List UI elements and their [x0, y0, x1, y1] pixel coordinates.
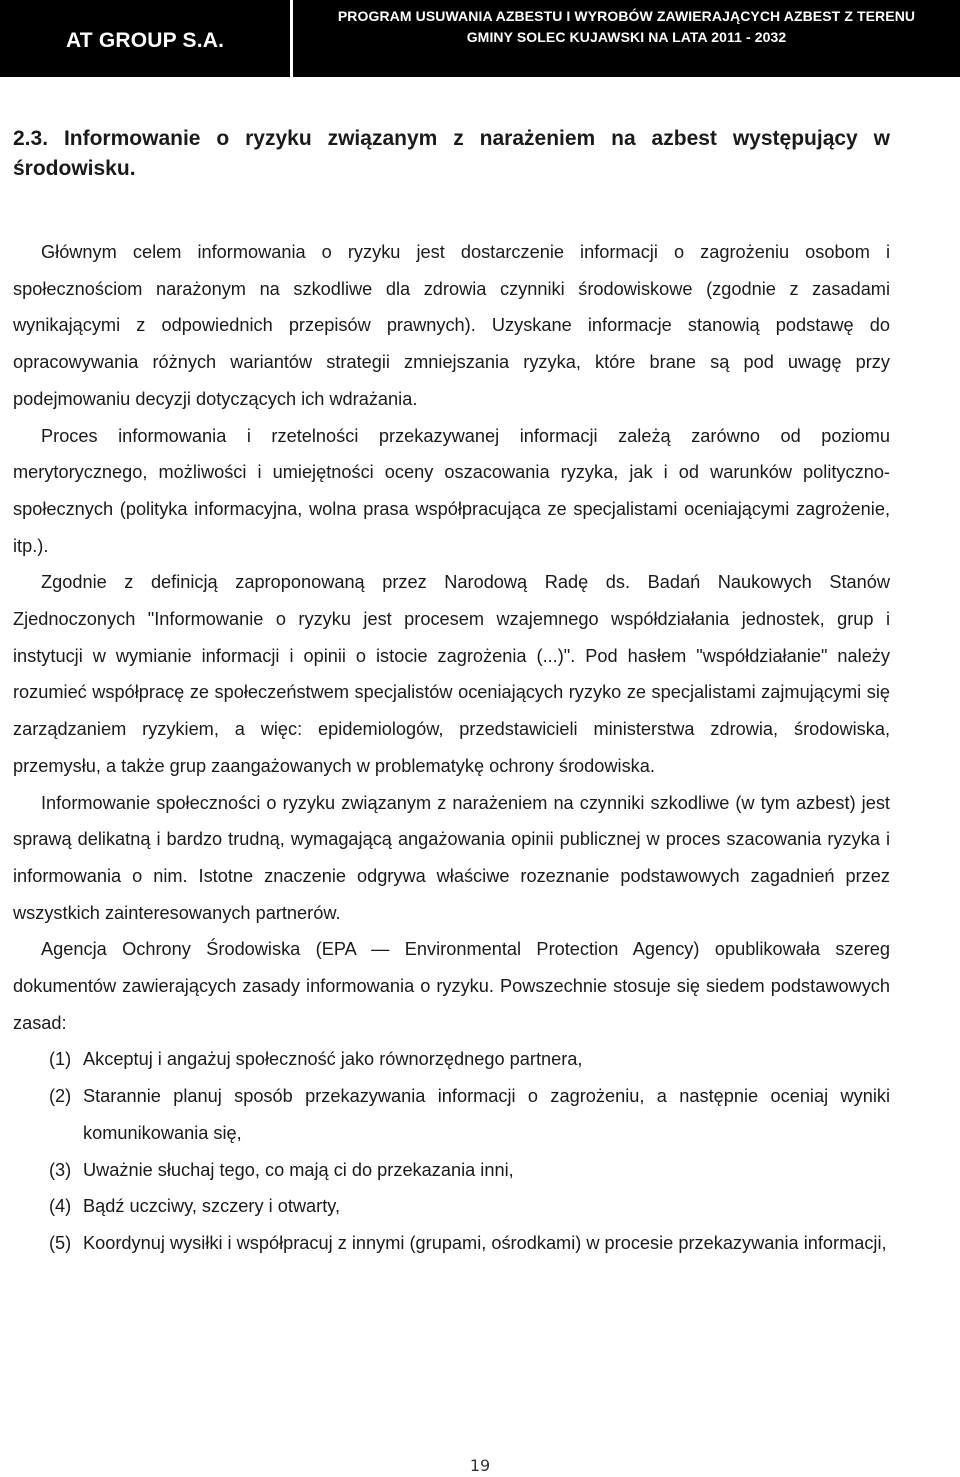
list-item-text: Starannie planuj sposób przekazywania informacji o zagrożeniu, a następnie oceniaj wyniki komunikowania się,	[83, 1086, 890, 1143]
list-item	[13, 1152, 890, 1189]
paragraphs	[13, 234, 890, 1262]
list-item-number: (3)	[49, 1159, 72, 1180]
list-item	[13, 1078, 890, 1151]
principles-list	[13, 1041, 890, 1261]
list-item-number: (4)	[49, 1196, 72, 1217]
page-number: 19	[469, 1456, 491, 1475]
page-header	[0, 0, 960, 77]
program-title-line-2: GMINY SOLEC KUJAWSKI NA LATA 2011 - 2032	[466, 29, 787, 45]
company-name-box	[0, 0, 290, 77]
list-item	[13, 1041, 890, 1078]
list-item-text: Akceptuj i angażuj społeczność jako równorzędnego partnera,	[83, 1049, 583, 1070]
paragraph-5: Agencja Ochrony Środowiska (EPA — Environmental Protection Agency) opublikowała szereg dokumentów zawierających zasady informowania o ryzyku. Powszechnie stosuje się siedem podstawowych zasad:	[13, 939, 890, 1033]
company-name: AT GROUP S.A.	[66, 29, 225, 52]
list-item-text: Bądź uczciwy, szczery i otwarty,	[83, 1196, 341, 1217]
list-item	[13, 1225, 890, 1262]
list-item-text: Koordynuj wysiłki i współpracuj z innymi (grupami, ośrodkami) w procesie przekazywania informacji,	[83, 1232, 887, 1253]
list-item	[13, 1188, 890, 1225]
paragraph-3: Zgodnie z definicją zaproponowaną przez Narodową Radę ds. Badań Naukowych Stanów Zjednoczonych "Informowanie o ryzyku jest procesem wzajemnego współdziałania jednostek, grup i instytucji w wymianie informacji i opinii o istocie zagrożenia (...)". Pod hasłem "współdziałanie" należy rozumieć współpracę ze społeczeństwem specjalistów oceniających ryzyko ze specjalistami zajmującymi się zarządzaniem ryzykiem, a więc: epidemiologów, przedstawicieli ministerstwa zdrowia, środowiska, przemysłu, a także grup zaangażowanych w problematykę ochrony środowiska.	[13, 572, 890, 776]
list-item-text: Uważnie słuchaj tego, co mają ci do przekazania inni,	[83, 1159, 514, 1180]
list-item-number: (1)	[49, 1049, 72, 1070]
list-item-number: (5)	[49, 1232, 72, 1253]
section-title: 2.3. Informowanie o ryzyku związanym z narażeniem na azbest występujący w środowisku.	[13, 127, 890, 180]
paragraph-4: Informowanie społeczności o ryzyku związanym z narażeniem na czynniki szkodliwe (w tym azbest) jest sprawą delikatną i bardzo trudną, wymagającą angażowania opinii publicznej w proces szacowania ryzyka i informowania o nim. Istotne znaczenie odgrywa właściwe rozeznanie podstawowych zagadnień przez wszystkich zainteresowanych partnerów.	[13, 792, 890, 923]
program-title-line-1: PROGRAM USUWANIA AZBESTU I WYROBÓW ZAWIERAJĄCYCH AZBEST Z TERENU	[337, 8, 916, 24]
program-title-box	[293, 0, 960, 77]
paragraph-1: Głównym celem informowania o ryzyku jest dostarczenie informacji o zagrożeniu osobom i społecznościom narażonym na szkodliwe dla zdrowia czynniki środowiskowe (zgodnie z zasadami wynikającymi z odpowiednich przepisów prawnych). Uzyskane informacje stanowią podstawę do opracowywania różnych wariantów strategii zmniejszania ryzyka, które brane są pod uwagę przy podejmowaniu decyzji dotyczących ich wdrażania.	[13, 242, 890, 409]
list-item-number: (2)	[49, 1086, 72, 1107]
paragraph-2: Proces informowania i rzetelności przekazywanej informacji zależą zarówno od poziomu merytorycznego, możliwości i umiejętności oceny oszacowania ryzyka, jak i od warunków polityczno-społecznych (polityka informacyjna, wolna prasa współpracująca ze specjalistami oceniającymi zagrożenie, itp.).	[13, 425, 890, 556]
document-body	[13, 124, 890, 1262]
